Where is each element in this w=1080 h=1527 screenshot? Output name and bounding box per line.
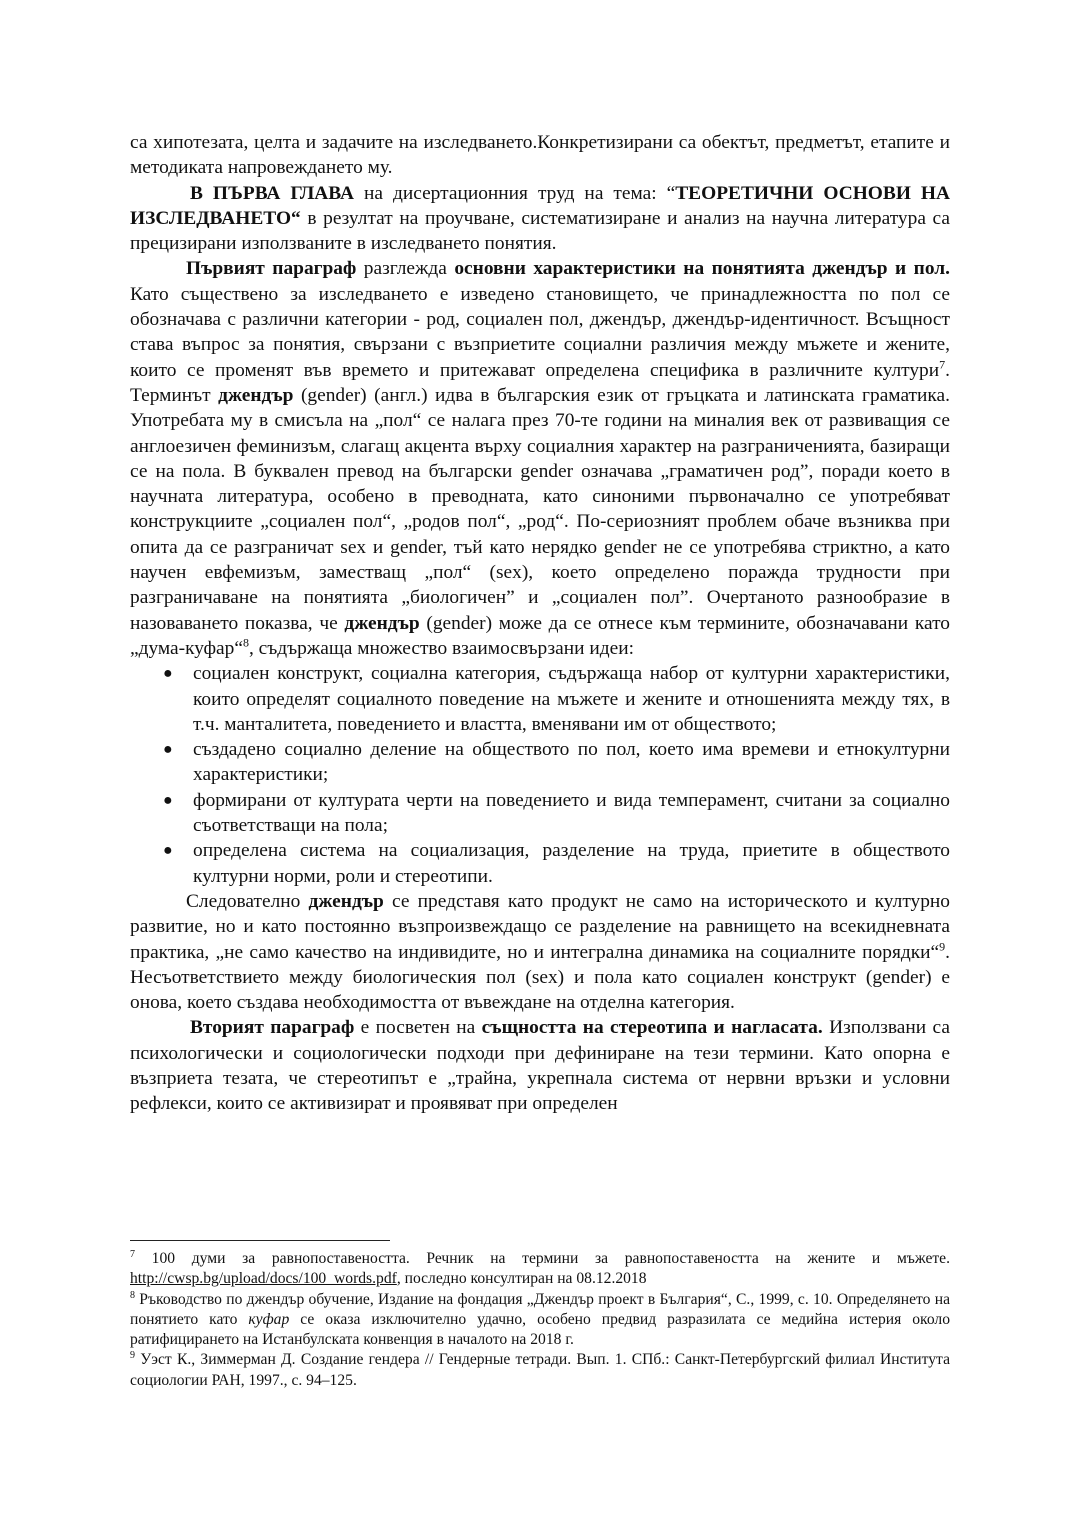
paragraph-second-section bbox=[130, 1015, 950, 1116]
list-item bbox=[163, 737, 950, 788]
list-item-text: социален конструкт, социална категория, съдържаща набор от културни характеристики, които определят социалното поведение на мъжете и жените и отношенията между тях, в т.ч. манталитета, поведението и властта, вменявани им от обществото; bbox=[193, 663, 950, 735]
italic-text: куфар bbox=[248, 1310, 290, 1328]
paragraph-first-chapter bbox=[130, 181, 950, 257]
bold-text: ТЕОРЕТИЧНИ ОСНОВИ НА ИЗСЛЕДВАНЕТО“ bbox=[130, 182, 950, 229]
footnotes bbox=[130, 1240, 950, 1391]
footnote-7 bbox=[130, 1249, 950, 1290]
bold-text: Първият параграф bbox=[186, 258, 357, 280]
bold-text: основни характеристики на понятията джендър и пол. bbox=[454, 258, 950, 280]
text: , последно консултиран на 08.12.2018 bbox=[396, 1270, 647, 1288]
footnote-ref-9[interactable]: 9 bbox=[939, 939, 946, 954]
bold-text: В ПЪРВА ГЛАВА bbox=[190, 182, 354, 204]
text: 100 думи за равнопоставеността. Речник на термини за равнопоставеността на жените и мъжете. bbox=[135, 1250, 950, 1267]
text: . Несъответствието между биологическия пол (sex) и пола като социален конструкт (gender) е онова, което създава необходимостта от въвеждане на отделна категория. bbox=[130, 941, 950, 1014]
footnote-number: 7 bbox=[130, 1248, 135, 1260]
text: Като съществено за изследването е изведено становището, че принадлежността по пол се обозначава с различни категории - род, социален пол, джендър, джендър-идентичност. Всъщност става въпрос за понятия, свързани с възприетите социални различия между мъжете и жените, които се променят във времето и притежават определена специфика в различните култури bbox=[130, 283, 950, 381]
document-body bbox=[130, 130, 950, 1117]
footnote-link[interactable]: http://cwsp.bg/upload/docs/100_words.pdf bbox=[130, 1270, 397, 1288]
text: Следователно bbox=[186, 890, 309, 912]
footnote-ref-8[interactable]: 8 bbox=[242, 635, 249, 650]
text: Уэст К., Зиммерман Д. Создание гендера // Гендерные тетради. Вып. 1. СПб.: Санкт-Петербургский филиал Института социологии РАН, 1997., с. 94–125. bbox=[130, 1351, 950, 1389]
text: в резултат на проучване, систематизиране и анализ на научна литература са прецизирани използваните в изследването понятия. bbox=[130, 207, 950, 255]
text: , съдържаща множество взаимосвързани идеи: bbox=[248, 637, 634, 659]
list-item bbox=[163, 838, 950, 889]
list-item bbox=[163, 661, 950, 737]
paragraph-first-section bbox=[130, 256, 950, 661]
list-item bbox=[163, 788, 950, 839]
text: Използвани са психологически и социологически подходи при дефиниране на тези термини. Като опорна е възприета тезата, че стереотипът е „трайна, укрепнала система от нервни връзки и условни рефлекси, които се активизират и проявяват при определен bbox=[130, 1017, 950, 1115]
text: Ръководство по джендър обучение, Издание на фондация „Джендър проект в България“, С., 1999, с. 10. Определянето на понятието като bbox=[130, 1290, 950, 1328]
list-item-text: формирани от културата черти на поведението и вида темперамент, считани за социално съответстващи на пола; bbox=[193, 789, 950, 837]
text: на дисертационния труд на тема: “ bbox=[354, 182, 676, 204]
footnote-8 bbox=[130, 1290, 950, 1351]
footnote-9 bbox=[130, 1350, 950, 1391]
footnote-ref-7[interactable]: 7 bbox=[939, 357, 946, 372]
text: се оказа изключително удачно, особено предвид разразилата се медийна истерия около ратифицирането на Истанбулската конвенция в началото на 2018 г. bbox=[130, 1310, 950, 1349]
paragraph-conclusion bbox=[130, 889, 950, 1015]
bold-text: джендър bbox=[344, 612, 420, 634]
text: (gender) може да се отнесе към термините, обозначавани като „дума-куфар“ bbox=[130, 612, 951, 659]
footnote-divider bbox=[130, 1240, 390, 1241]
paragraph-intro: са хипотезата, целта и задачите на изследването.Конкретизирани са обектът, предметът, етапите и методиката напровеждането му. bbox=[130, 132, 950, 179]
bold-text: същността на стереотипа и нагласата. bbox=[481, 1017, 823, 1039]
bullet-icon: ● bbox=[163, 741, 173, 759]
bold-text: джендър bbox=[308, 890, 384, 912]
text: се представя като продукт не само на историческото и културно развитие, но и като постоянно възпроизвеждащо се разделение на равнището на всекидневната практика, „не само качество на индивидите, но и интегрална динамика на социалните порядки“ bbox=[130, 890, 951, 963]
text: разглежда bbox=[356, 258, 455, 280]
bold-text: Вторият параграф bbox=[190, 1017, 355, 1039]
bullet-icon: ● bbox=[163, 791, 173, 809]
list-item-text: създадено социално деление на обществото по пол, което има времеви и етнокултурни характеристики; bbox=[193, 739, 950, 786]
text: . Терминът bbox=[130, 359, 950, 406]
list-item-text: определена система на социализация, разделение на труда, приетите в обществото културни норми, роли и стереотипи. bbox=[193, 840, 950, 887]
footnote-number: 9 bbox=[130, 1350, 135, 1362]
bold-text: джендър bbox=[218, 384, 294, 406]
footnote-number: 8 bbox=[130, 1289, 135, 1301]
bullet-icon: ● bbox=[163, 842, 173, 860]
bullet-icon: ● bbox=[163, 665, 173, 683]
text: е посветен на bbox=[354, 1017, 482, 1039]
bullet-list bbox=[130, 661, 950, 889]
text: (gender) (англ.) идва в българския език от гръцката и латинската граматика. Употребата му в смисъла на „пол“ се налага през 70-те години на миналия век от развиващия се англоезичен феминизъм, слагащ акцента върху социалния характер на разграниченията, базиращи се на пола. В буквален превод на български gender означава „граматичен род”, поради което в научната литература, особено в преводната, като синоними първоначално се употребяват конструкциите „социален пол“, „родов пол“, „род“. По-сериозният проблем обаче възниква при опита да се разграничат sex и gender, тъй като нерядко gender не се употребява стриктно, а като научен евфемизъм, заместващ „пол“ (sex), което определено поражда трудности при разграничаване на понятията „биологичен” и „социален пол”. Очертаното разнообразие в назоваването показва, че bbox=[130, 384, 950, 634]
